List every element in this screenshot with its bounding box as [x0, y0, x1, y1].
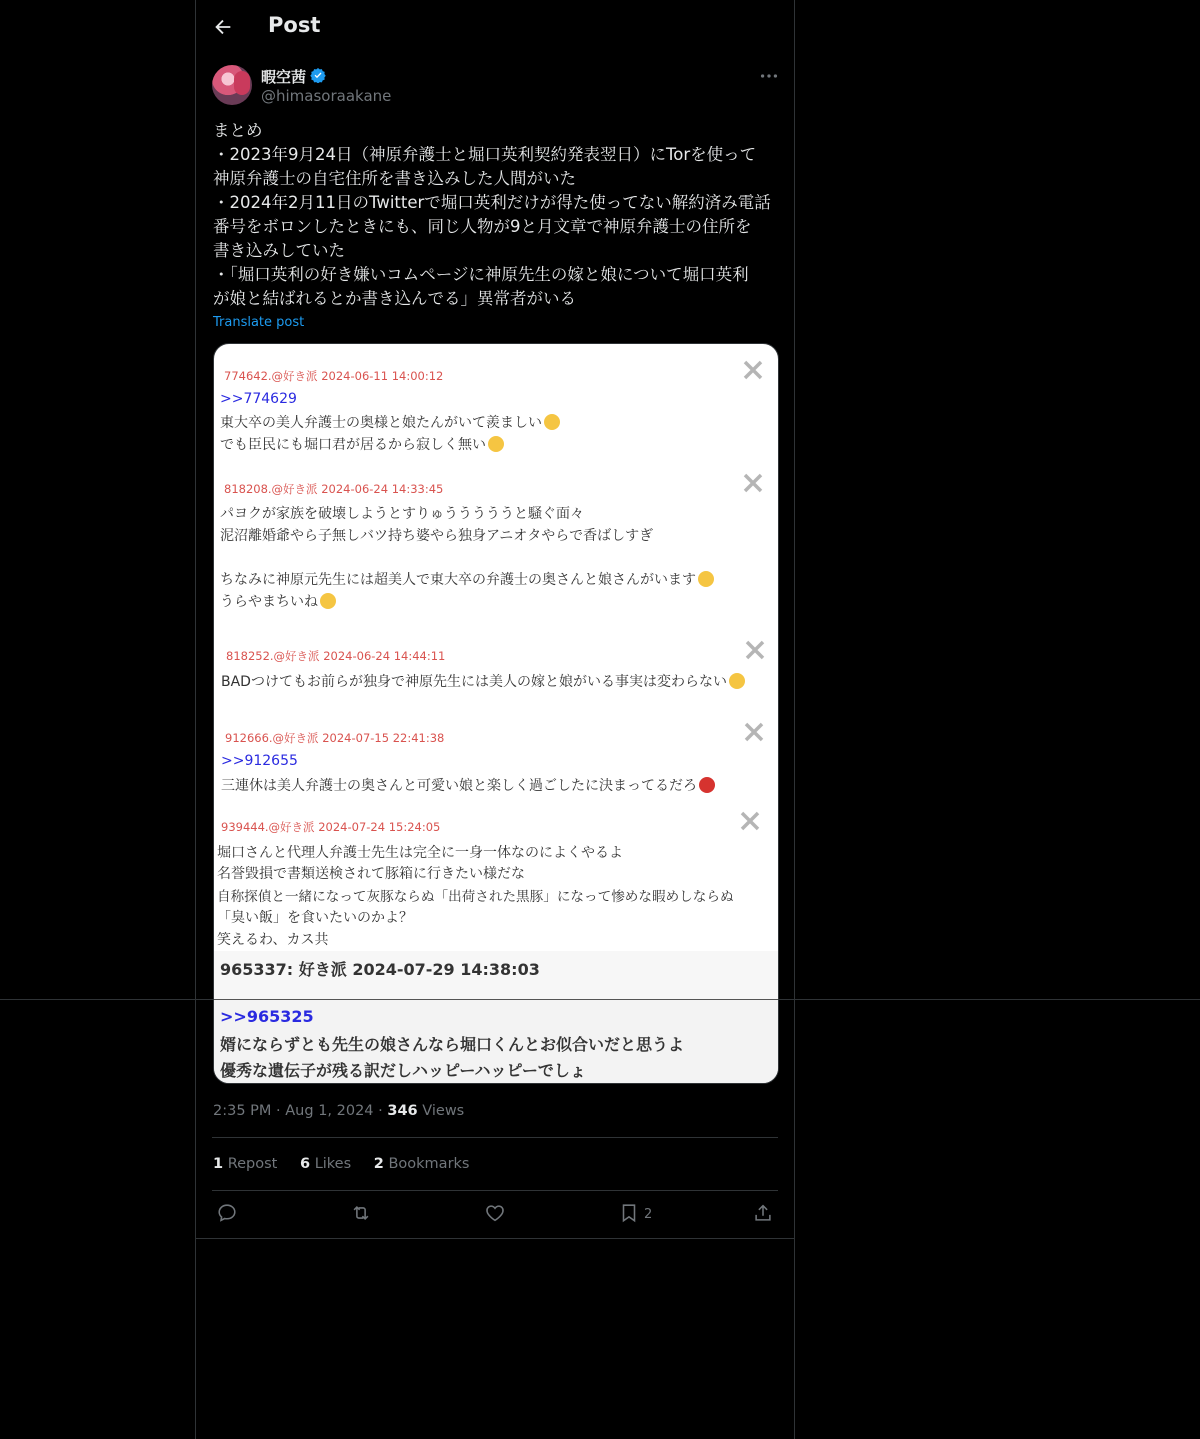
divider: [212, 1137, 778, 1138]
comment-line: 笑えるわ、カス共: [217, 932, 329, 948]
comment-line: 堀口さんと代理人弁護士先生は完全に一身一体なのによくやるよ: [217, 845, 623, 861]
post-line: ・2024年2月11日のTwitterで堀口英利だけが得た使ってない解約済み電話: [213, 193, 771, 212]
post-line: 番号をボロンしたときにも、同じ人物が9と月文章で神原弁護士の住所を: [213, 217, 752, 236]
comment-line: 東大卒の美人弁護士の奥様と娘たんがいて羨ましい: [220, 412, 560, 432]
sad-emoji-icon: [488, 436, 504, 452]
bookmark-count: 2: [644, 1207, 653, 1222]
reply-link: >>774629: [220, 391, 297, 407]
bookmark-icon[interactable]: [618, 1202, 640, 1224]
comment-line: うらやまちいね: [220, 591, 336, 611]
comment-line: 三連休は美人弁護士の奥さんと可愛い娘と楽しく過ごしたに決まってるだろ: [221, 775, 715, 795]
post-body: [213, 119, 783, 311]
reply-icon[interactable]: [216, 1202, 238, 1224]
close-icon: [743, 721, 765, 743]
reply-link: >>912655: [221, 753, 298, 769]
comment-meta: 818252.@好き派 2024-06-24 14:44:11: [226, 649, 446, 663]
reposts-stat[interactable]: 1 Repost: [213, 1156, 278, 1172]
more-options-icon[interactable]: [758, 65, 780, 87]
comment-line: BADつけてもお前らが独身で神原先生には美人の嫁と娘がいる事実は変わらない: [221, 671, 745, 691]
comment-line: でも臣民にも堀口君が居るから寂しく無い: [220, 434, 504, 454]
translate-post-link[interactable]: Translate post: [213, 315, 305, 330]
divider: [196, 1238, 794, 1239]
crying-emoji-icon: [698, 571, 714, 587]
comment-line: ちなみに神原元先生には超美人で東大卒の弁護士の奥さんと娘さんがいます: [220, 569, 714, 589]
post-line: 神原弁護士の自宅住所を書き込みした人間がいた: [213, 169, 576, 188]
repost-icon[interactable]: [350, 1202, 372, 1224]
divider: [212, 1190, 778, 1191]
comment-meta: 818208.@好き派 2024-06-24 14:33:45: [224, 482, 444, 496]
comment-meta: 912666.@好き派 2024-07-15 22:41:38: [225, 731, 445, 745]
reply-link: >>965325: [220, 1007, 314, 1026]
share-icon[interactable]: [752, 1202, 774, 1224]
close-icon: [739, 810, 761, 832]
post-stats: [213, 1156, 487, 1172]
post-line: が娘と結ばれるとか書き込んでる」異常者がいる: [213, 289, 576, 308]
close-icon: [742, 472, 764, 494]
author-handle[interactable]: @himasoraakane: [261, 87, 392, 105]
angry-emoji-icon: [699, 777, 715, 793]
comment-line: 婿にならずとも先生の娘さんなら堀口くんとお似合いだと思うよ: [220, 1035, 685, 1054]
post-line: ・2023年9月24日（神原弁護士と堀口英利契約発表翌日）にTorを使って: [213, 145, 757, 164]
comment-line: 泥沼離婚爺やら子無しバツ持ち婆やら独身アニオタやらで香ばしすぎ: [220, 528, 654, 544]
comment-line: 自称探偵と一緒になって灰豚ならぬ「出荷された黒豚」になって惨めな暇めしならぬ: [217, 889, 734, 905]
top-bar: [196, 0, 794, 54]
comment-line: 「臭い飯」を食いたいのかよ？: [217, 910, 413, 926]
page-title: Post: [268, 13, 321, 37]
attached-image[interactable]: [213, 343, 779, 1084]
post-line: まとめ: [213, 121, 263, 140]
post-line: 書き込みしていた: [213, 241, 345, 260]
comment-meta: 939444.@好き派 2024-07-24 15:24:05: [221, 820, 441, 834]
comment-line: 名誉毀損で書類送検されて豚箱に行きたい様だな: [217, 866, 525, 882]
crying-emoji-icon: [320, 593, 336, 609]
views-count: 346: [387, 1103, 418, 1119]
avatar[interactable]: [212, 65, 252, 105]
action-bar: [196, 1200, 794, 1230]
comment-line: 優秀な遺伝子が残る訳だしハッピーハッピーでしょ: [220, 1061, 586, 1080]
bookmarks-stat[interactable]: 2 Bookmarks: [373, 1156, 470, 1172]
crying-emoji-icon: [544, 414, 560, 430]
post-column: [195, 0, 795, 1439]
post-timestamp: 2:35 PM · Aug 1, 2024 · 346 Views: [213, 1103, 465, 1119]
comment-meta: 774642.@好き派 2024-06-11 14:00:12: [224, 369, 444, 383]
close-icon: [744, 639, 766, 661]
verified-badge-icon: [310, 67, 326, 83]
comment-line: パヨクが家族を破壊しようとすりゅうううううと騒ぐ面々: [220, 506, 584, 522]
close-icon: [742, 359, 764, 381]
back-arrow-icon[interactable]: [212, 13, 234, 41]
author-name[interactable]: 暇空茜: [261, 68, 307, 86]
comment-meta: 965337: 好き派 2024-07-29 14:38:03: [220, 960, 540, 979]
crying-emoji-icon: [729, 673, 745, 689]
heart-icon[interactable]: [484, 1202, 506, 1224]
post-line: ・「堀口英利の好き嫌いコムページに神原先生の嫁と娘について堀口英利: [213, 265, 749, 284]
likes-stat[interactable]: 6 Likes: [299, 1156, 352, 1172]
